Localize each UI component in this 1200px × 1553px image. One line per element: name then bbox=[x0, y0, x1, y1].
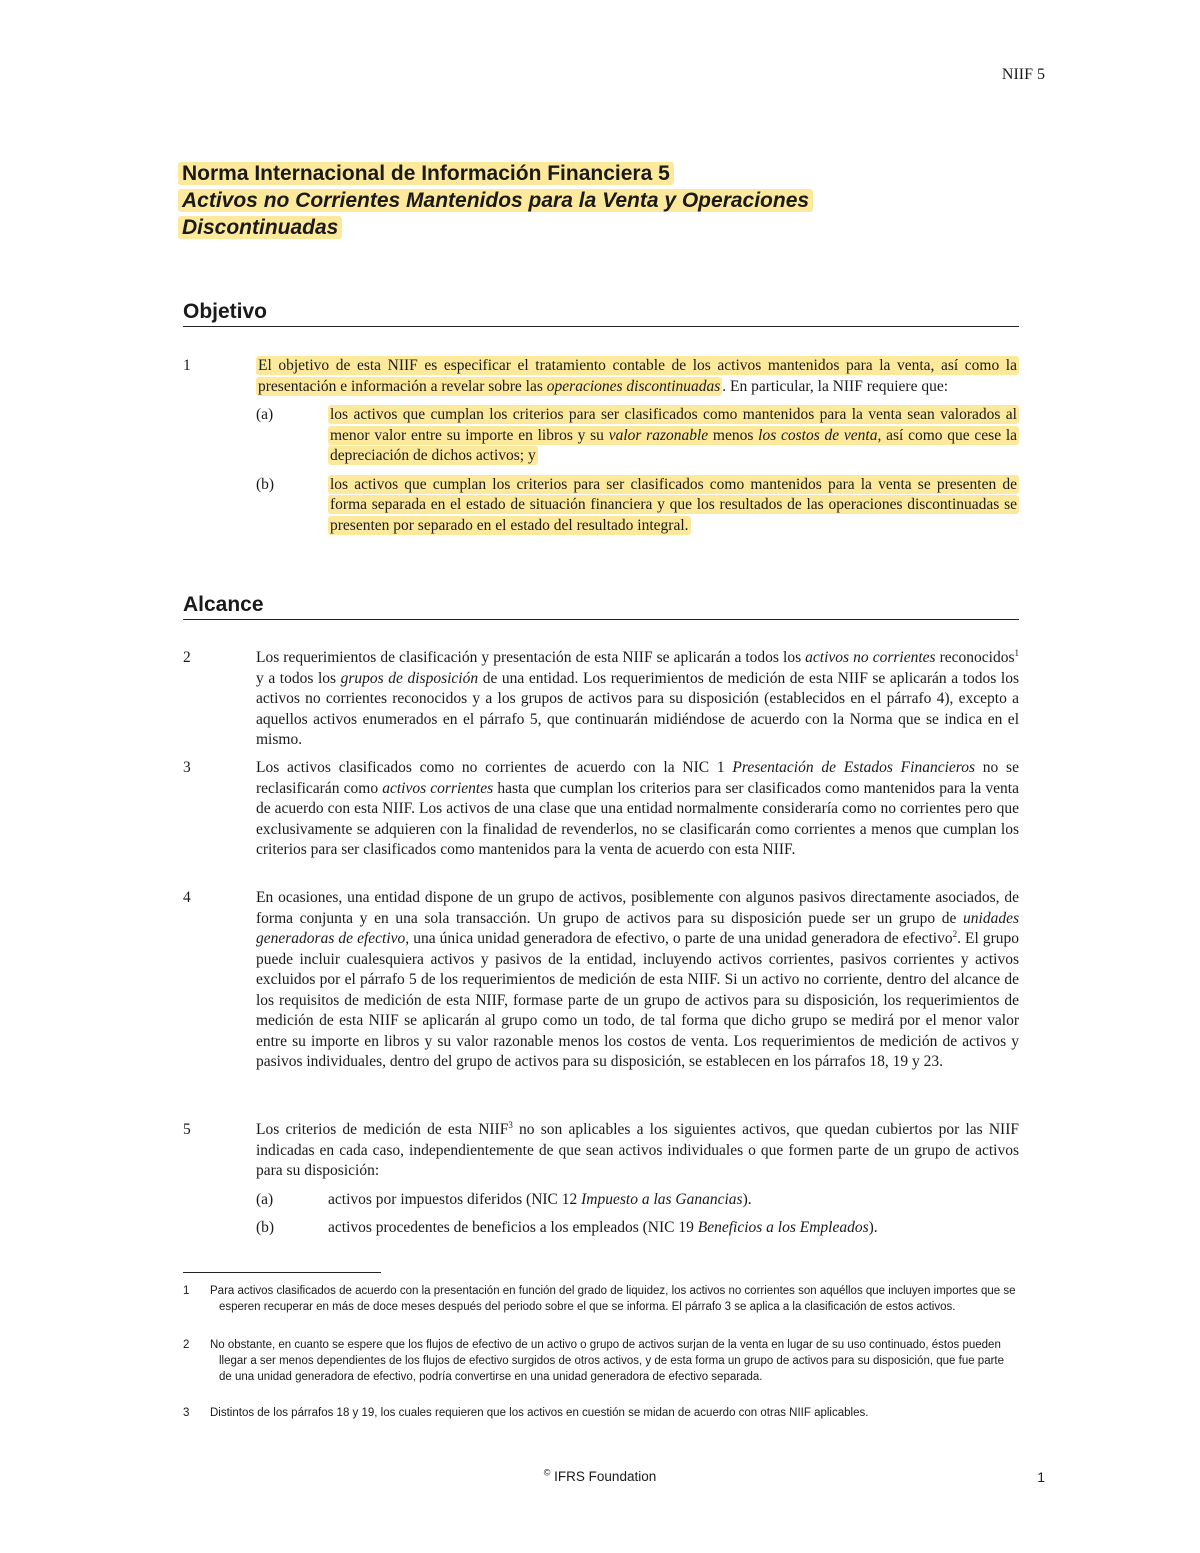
p2-text: de una entidad. Los requerimientos de medición de esta NIIF se aplicarán a todos los activos no corrientes reconocidos y a los grupos de activos para su disposición (establecidos en el párrafo 4), excepto a aquellos activos enumerados en el párrafo 5, que continuarán midiéndose de acuerdo con la Norma que se indica en el mismo. bbox=[256, 669, 1019, 748]
item-text: , así como que cese la depreciación de dichos activos; y bbox=[330, 426, 1018, 464]
footnote-number: 1 bbox=[183, 1285, 190, 1297]
item-text: ). bbox=[868, 1219, 878, 1236]
footnote-number: 3 bbox=[183, 1407, 190, 1419]
paragraph-number: 5 bbox=[183, 1121, 191, 1138]
list-item-a bbox=[256, 1190, 1019, 1211]
p1-tail: . En particular, la NIIF requiere que: bbox=[722, 377, 949, 395]
item-label: (b) bbox=[256, 475, 275, 493]
paragraph-number: 2 bbox=[183, 649, 191, 666]
p3-text: Los activos clasificados como no corrientes de acuerdo con la NIC 1 bbox=[256, 759, 733, 776]
item-label: (b) bbox=[256, 1219, 275, 1236]
title-line-2: Activos no Corrientes Mantenidos para la Venta y Operaciones bbox=[178, 189, 813, 212]
paragraph-2 bbox=[183, 648, 1019, 751]
p1-text: El objetivo de esta NIIF es especificar el tratamiento contable de los activos mantenidos para la venta, así como la presentación e información a revelar sobre las bbox=[258, 357, 1017, 395]
p2-text: reconocidos bbox=[935, 649, 1015, 666]
item-text: menos bbox=[708, 426, 759, 444]
standard-title-nic12: Impuesto a las Ganancias bbox=[581, 1190, 743, 1208]
item-text: activos por impuestos diferidos (NIC 12 bbox=[328, 1190, 582, 1208]
p3-text: hasta que cumplan los criterios para ser clasificados como mantenidos para la venta de acuerdo con esta NIIF. Los activos de una clase que una entidad normalmente consideraría como no corrientes pero que exclusivamente se adquieren con la finalidad de revenderlos, no se clasificarán como corrientes a menos que cumplan los criterios para ser clasificados como mantenidos para la venta de acuerdo con esta NIIF. bbox=[256, 779, 1019, 858]
standard-title-nic19: Beneficios a los Empleados bbox=[697, 1219, 869, 1236]
paragraph-3 bbox=[183, 758, 1019, 861]
paragraph-1 bbox=[183, 356, 1019, 536]
term-operaciones-discontinuadas: operaciones discontinuadas bbox=[546, 377, 721, 395]
footnote-ref-1[interactable]: 1 bbox=[1014, 647, 1019, 658]
footnote-text: Distintos de los párrafos 18 y 19, los cuales requieren que los activos en cuestión se midan de acuerdo con otras NIIF aplicables. bbox=[210, 1407, 869, 1419]
footer-organization: IFRS Foundation bbox=[554, 1469, 657, 1484]
item-label: (a) bbox=[256, 1190, 274, 1208]
term-unidades-generadoras: unidades generadoras de efectivo bbox=[256, 909, 1019, 947]
p4-text: . El grupo puede incluir cualesquiera activos y pasivos de la entidad, incluyendo activos corrientes, pasivos corrientes y activos excluidos por el párrafo 5 de los requerimientos de medición de esta NIIF. Si un activo no corriente, dentro del alcance de los requisitos de medición de esta NIIF, formase parte de un grupo de activos para su disposición, los requerimientos de medición de esta NIIF se aplicarán al grupo como un todo, de tal forma que dicho grupo se medirá por el menor valor entre su importe en libros y su valor razonable menos los costos de venta. Los requerimientos de medición de activos y pasivos individuales, dentro del grupo de activos para su disposición, se establecen en los párrafos 18, 19 y 23. bbox=[256, 930, 1019, 1070]
highlighted-text: los activos que cumplan los criterios para ser clasificados como mantenidos para la venta se presenten de forma separada en el estado de situación financiera y que los resultados de las operaciones discontinuadas se presenten por separado en el estado del resultado integral. bbox=[330, 475, 1017, 534]
p2-text: Los requerimientos de clasificación y presentación de esta NIIF se aplicarán a todos los bbox=[256, 649, 806, 666]
p2-text: y a todos los bbox=[256, 669, 341, 687]
footnote-number: 2 bbox=[183, 1339, 190, 1351]
p4-text: , una única unidad generadora de efectivo, o parte de una unidad generadora de efectivo bbox=[405, 930, 953, 947]
p5-text: Los criterios de medición de esta NIIF bbox=[256, 1121, 509, 1138]
title-line-3: Discontinuadas bbox=[178, 216, 342, 239]
item-text: activos procedentes de beneficios a los empleados (NIC 19 bbox=[328, 1219, 698, 1236]
footnote-1 bbox=[183, 1283, 1019, 1315]
title-line-1: Norma Internacional de Información Financiera 5 bbox=[178, 162, 674, 185]
footnote-ref-3[interactable]: 3 bbox=[508, 1119, 513, 1130]
section-heading-alcance: Alcance bbox=[183, 593, 1019, 620]
term-activos-corrientes: activos corrientes bbox=[382, 779, 494, 797]
section-heading-objetivo: Objetivo bbox=[183, 300, 1019, 327]
p5-text: no son aplicables a los siguientes activos, que quedan cubiertos por las NIIF indicadas en cada caso, independientemente de que sean activos individuales o que formen parte de un grupo de activos para su disposición: bbox=[256, 1121, 1019, 1179]
footnote-divider bbox=[183, 1272, 381, 1273]
document-code-header: NIIF 5 bbox=[1001, 66, 1045, 83]
standard-title-nic1: Presentación de Estados Financieros bbox=[732, 759, 975, 776]
page-number: 1 bbox=[1037, 1469, 1045, 1485]
item-text: ). bbox=[742, 1190, 752, 1208]
paragraph-number: 3 bbox=[183, 759, 191, 776]
highlighted-text bbox=[328, 405, 1019, 465]
term-valor-razonable: valor razonable bbox=[608, 426, 709, 444]
list-item-b bbox=[256, 1218, 1019, 1239]
term-activos-no-corrientes: activos no corrientes bbox=[805, 649, 936, 666]
footnote-text: No obstante, en cuanto se espere que los flujos de efectivo de un activo o grupo de activos surjan de la venta en lugar de su uso continuado, éstos pueden llegar a ser menos dependientes de los flujos de efectivo surgidos de otros activos, y de esta forma un grupo de activos para su disposición, que fue parte de una unidad generadora de efectivo, podría convertirse en una unidad generadora de efectivo separada. bbox=[210, 1339, 1005, 1383]
p3-text: no se reclasificarán como bbox=[256, 759, 1019, 797]
paragraph-5 bbox=[183, 1120, 1019, 1239]
footnote-2 bbox=[183, 1337, 1019, 1385]
footnote-ref-2[interactable]: 2 bbox=[952, 928, 958, 939]
paragraph-number: 1 bbox=[183, 357, 191, 374]
footnote-3 bbox=[183, 1405, 1019, 1421]
page-footer bbox=[0, 1469, 1200, 1484]
item-label: (a) bbox=[256, 406, 274, 423]
list-item-b bbox=[256, 475, 1019, 537]
term-costos-de-venta: los costos de venta bbox=[758, 426, 878, 444]
list-item-a bbox=[256, 405, 1019, 467]
footnote-text: Para activos clasificados de acuerdo con la presentación en función del grado de liquidez, los activos no corrientes son aquéllos que incluyen importes que se esperen recuperar en más de doce meses después del periodo sobre el que se informa. El párrafo 3 se aplica a la clasificación de estos activos. bbox=[210, 1285, 1016, 1313]
document-title bbox=[178, 160, 1038, 241]
paragraph-number: 4 bbox=[183, 889, 191, 906]
copyright-icon: © bbox=[543, 1467, 551, 1478]
paragraph-4 bbox=[183, 888, 1019, 1073]
term-grupos-de-disposicion: grupos de disposición bbox=[340, 669, 479, 687]
item-text: los activos que cumplan los criterios para ser clasificados como mantenidos para la venta sean valorados al menor valor entre su importe en libros y su bbox=[330, 406, 1017, 444]
p4-text: En ocasiones, una entidad dispone de un grupo de activos, posiblemente con algunos pasivos directamente asociados, de forma conjunta y en una sola transacción. Un grupo de activos para su disposición puede ser un grupo de bbox=[256, 889, 1019, 927]
